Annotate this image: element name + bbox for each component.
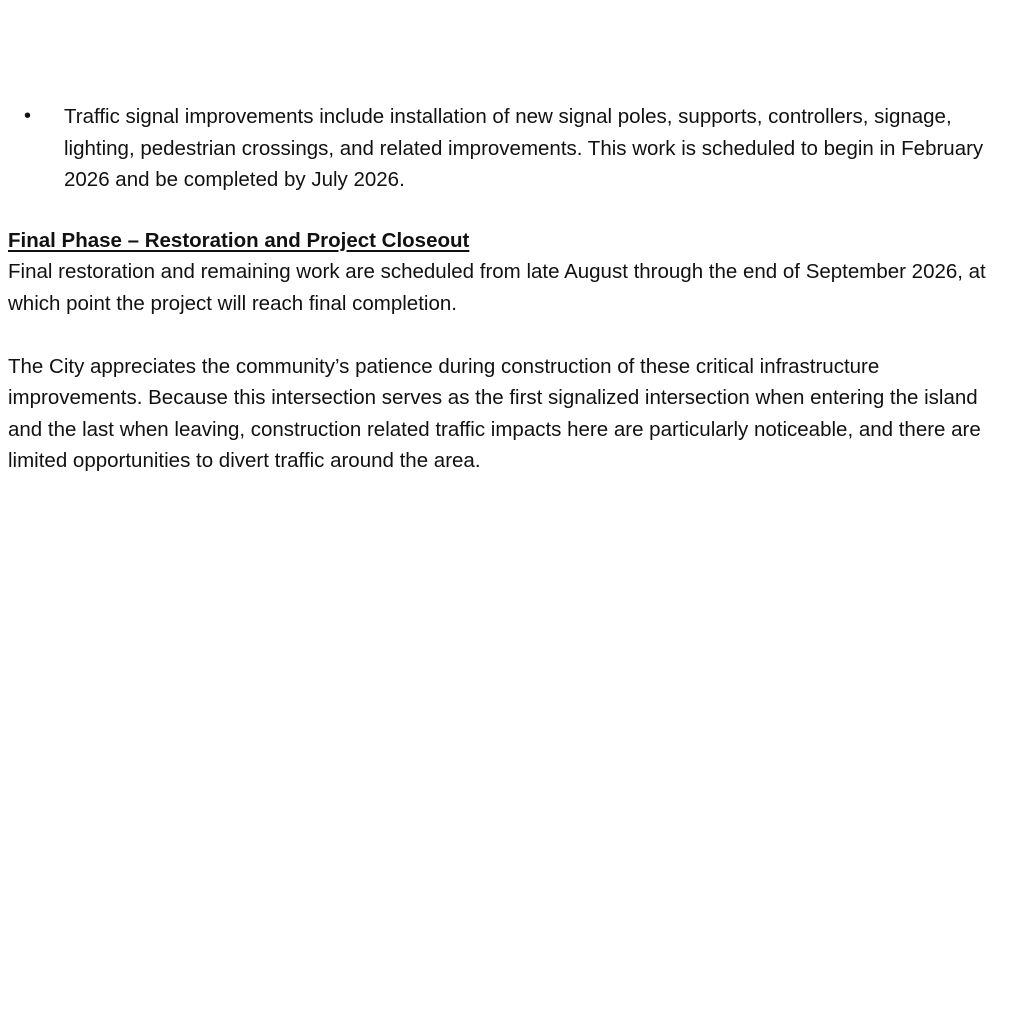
section-heading: Final Phase – Restoration and Project Closeout <box>8 228 470 252</box>
bullet-list <box>8 101 1008 196</box>
closing-paragraph: The City appreciates the community’s patience during construction of these critical infrastructure improvements. Because this intersection serves as the first signalized intersection when entering the island and the last when leaving, construction related traffic impacts here are particularly noticeable, and there are limited opportunities to divert traffic around the area. <box>8 354 981 472</box>
section-paragraph: Final restoration and remaining work are scheduled from late August through the end of September 2026, at which point the project will reach final completion. <box>8 260 986 315</box>
bullet-text: Traffic signal improvements include installation of new signal poles, supports, controllers, signage, lighting, pedestrian crossings, and related improvements. This work is scheduled to begin in February 2026 and be completed by July 2026. <box>64 105 984 191</box>
document-body <box>8 101 1008 477</box>
bullet-dot-icon: • <box>24 105 32 127</box>
list-item <box>8 101 1008 196</box>
